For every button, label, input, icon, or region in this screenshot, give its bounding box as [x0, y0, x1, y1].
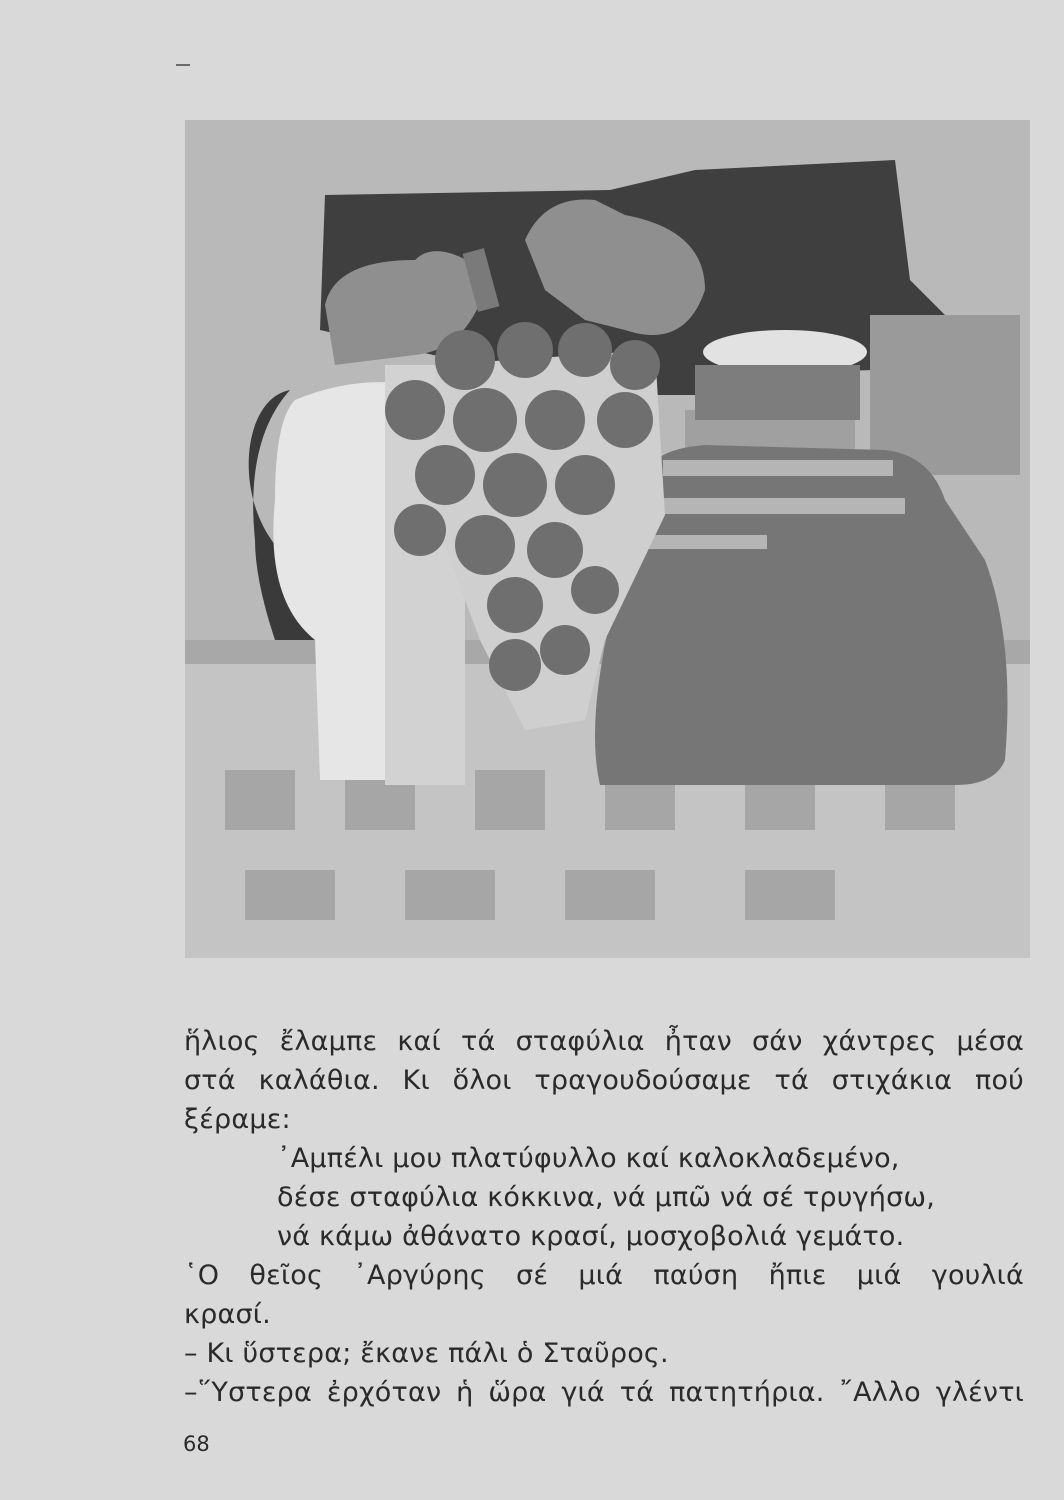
body-line: κρασί. — [184, 1299, 271, 1330]
body-line: ἥλιος ἔλαμπε καί τά σταφύλια ἦταν σάν χάντρες μέσα — [184, 1026, 1024, 1057]
still-life-illustration — [185, 120, 1030, 958]
body-line: ῾Ο θεῖος ᾿Αργύρης σέ μιά παύση ἤπιε μιά γουλιά — [184, 1260, 1024, 1291]
verse-line: νά κάμω ἀθάνατο κρασί, μοσχοβολιά γεμάτο. — [277, 1221, 905, 1252]
verse-line: ᾿Αμπέλι μου πλατύφυλλο καί καλοκλαδεμένο, — [277, 1143, 900, 1174]
dialogue-line: –῞Υστερα ἐρχόταν ἡ ὥρα γιά τά πατητήρια. ῎Αλλο γλέντι — [184, 1377, 1024, 1408]
page-mark — [176, 64, 190, 66]
body-line: ξέραμε: — [184, 1104, 291, 1135]
page-number: 68 — [183, 1432, 210, 1456]
verse-line: δέσε σταφύλια κόκκινα, νά μπῶ νά σέ τρυγήσω, — [277, 1182, 935, 1213]
body-text — [184, 1022, 1024, 1412]
dialogue-line: – Κι ὕστερα; ἔκανε πάλι ὁ Σταῦρος. — [184, 1338, 669, 1369]
body-line: στά καλάθια. Κι ὅλοι τραγουδούσαμε τά στιχάκια πού — [184, 1065, 1024, 1096]
